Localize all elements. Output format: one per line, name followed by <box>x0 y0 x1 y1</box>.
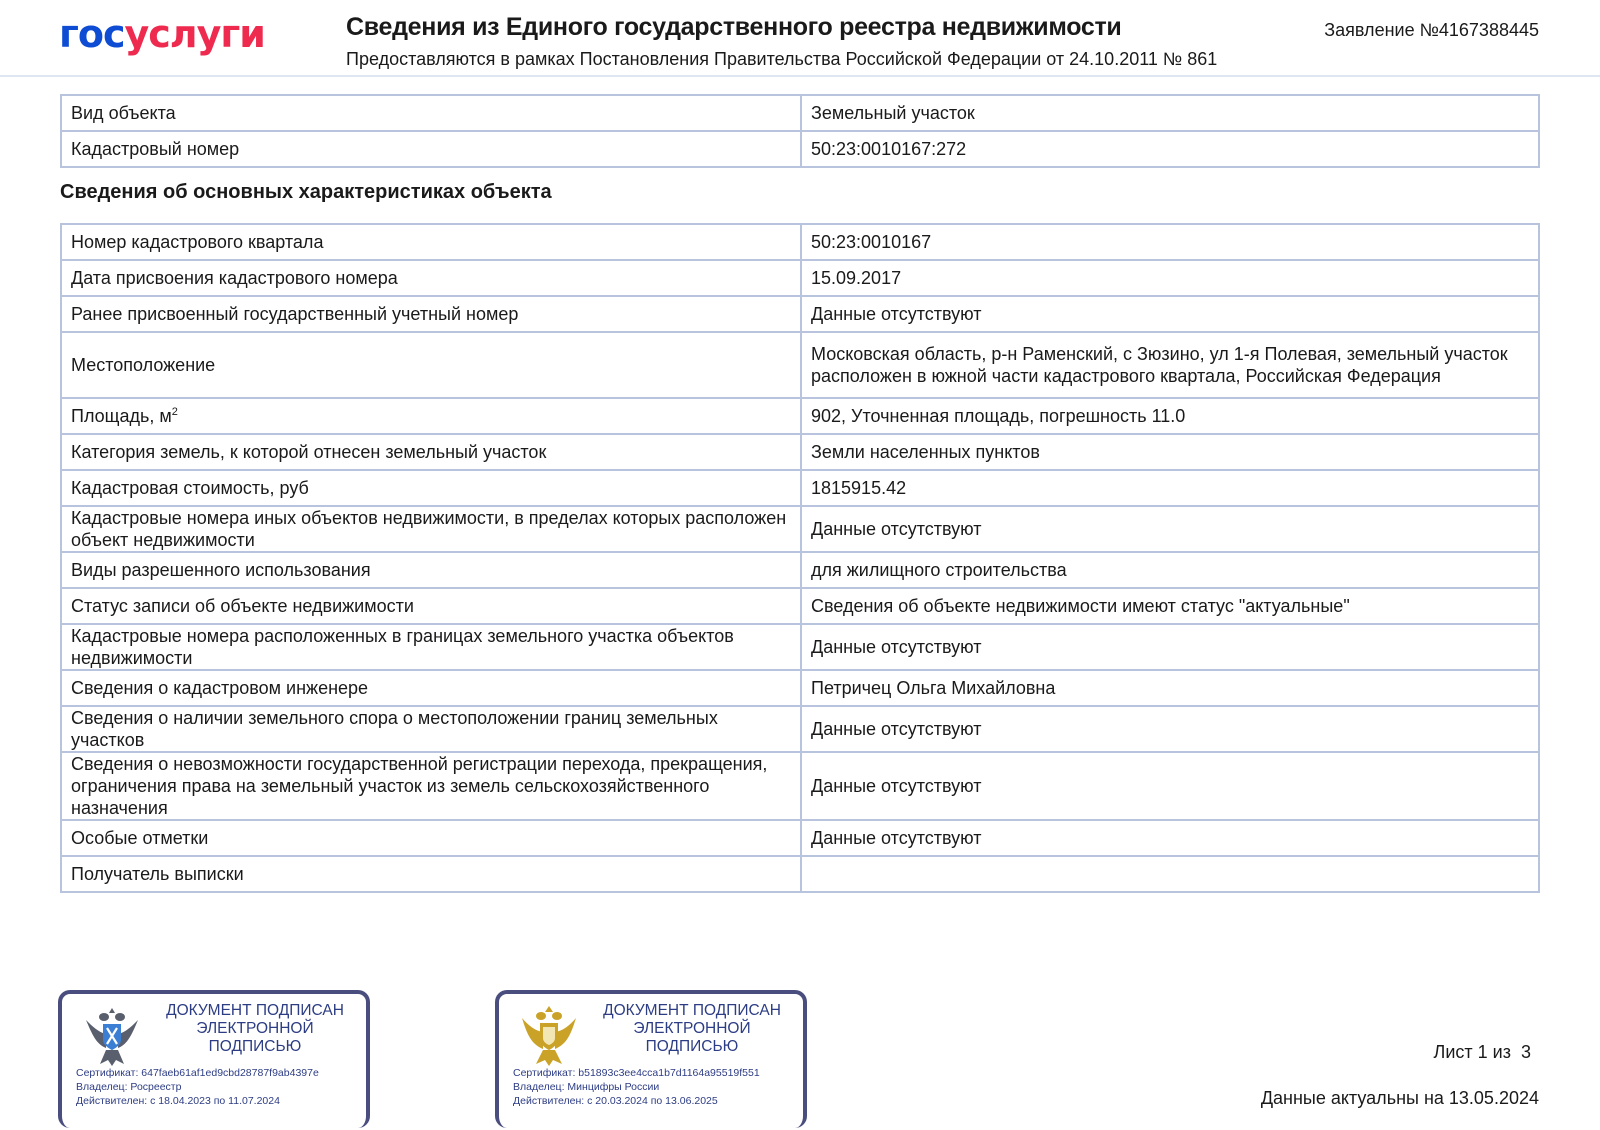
table-row <box>61 224 1539 260</box>
object-table <box>60 94 1540 168</box>
table-row <box>61 856 1539 892</box>
table-row <box>61 260 1539 296</box>
stamp-owner: Владелец: Росреестр <box>76 1081 182 1093</box>
row-value: Данные отсутствуют <box>801 752 1539 820</box>
table-row <box>61 588 1539 624</box>
stamp-certificate: Сертификат: 647faeb61af1ed9cbd28787f9ab4397e <box>76 1067 319 1079</box>
row-label <box>61 398 801 434</box>
row-value: Данные отсутствуют <box>801 820 1539 856</box>
row-value: 50:23:0010167 <box>801 224 1539 260</box>
section-title: Сведения об основных характеристиках объекта <box>60 181 552 203</box>
stamp-validity: Действителен: с 20.03.2024 по 13.06.2025 <box>513 1095 718 1107</box>
table-row <box>61 552 1539 588</box>
data-actual-date: Данные актуальны на 13.05.2024 <box>1260 1088 1539 1108</box>
logo-part-uslugi: услуги <box>124 12 265 56</box>
table-row <box>61 506 1539 552</box>
row-value: Земли населенных пунктов <box>801 434 1539 470</box>
area-unit-superscript: 2 <box>171 406 178 418</box>
row-value: Московская область, р-н Раменский, с Зюзино, ул 1-я Полевая, земельный участок расположен в южной части кадастрового квартала, Российская Федерация <box>801 332 1539 398</box>
row-value: 1815915.42 <box>801 470 1539 506</box>
row-label: Местоположение <box>61 332 801 398</box>
row-label: Сведения о кадастровом инженере <box>61 670 801 706</box>
stamp-details <box>76 1066 319 1108</box>
signature-stamp-rosreestr <box>58 990 370 1128</box>
row-label: Ранее присвоенный государственный учетный номер <box>61 296 801 332</box>
stamp-title: ДОКУМЕНТ ПОДПИСАН ЭЛЕКТРОННОЙ ПОДПИСЬЮ <box>603 1002 781 1055</box>
table-row <box>61 434 1539 470</box>
document-title: Сведения из Единого государственного реестра недвижимости <box>346 13 1122 41</box>
row-label: Кадастровый номер <box>61 131 801 167</box>
table-row <box>61 624 1539 670</box>
table-row <box>61 470 1539 506</box>
row-value: Данные отсутствуют <box>801 506 1539 552</box>
table-row <box>61 131 1539 167</box>
row-label: Кадастровые номера иных объектов недвижимости, в пределах которых расположен объект недвижимости <box>61 506 801 552</box>
application-number: Заявление №4167388445 <box>1324 20 1539 40</box>
stamp-title: ДОКУМЕНТ ПОДПИСАН ЭЛЕКТРОННОЙ ПОДПИСЬЮ <box>166 1002 344 1055</box>
document-subtitle: Предоставляются в рамках Постановления Правительства Российской Федерации от 24.10.2011 № 861 <box>346 49 1218 69</box>
row-label: Сведения о невозможности государственной регистрации перехода, прекращения, ограничения права на земельный участок из земель сельскохозяйственного назначения <box>61 752 801 820</box>
logo-part-gos: гос <box>59 12 125 56</box>
header <box>0 0 1600 77</box>
row-label: Номер кадастрового квартала <box>61 224 801 260</box>
page-counter: Лист 1 из 3 <box>1433 1042 1531 1062</box>
row-label: Категория земель, к которой отнесен земельный участок <box>61 434 801 470</box>
row-value <box>801 856 1539 892</box>
signature-stamp-mintsifry <box>495 990 807 1128</box>
row-value: Петричец Ольга Михайловна <box>801 670 1539 706</box>
rosreestr-eagle-icon <box>82 1004 142 1068</box>
row-label: Дата присвоения кадастрового номера <box>61 260 801 296</box>
area-label: Площадь, м <box>71 406 172 426</box>
characteristics-table <box>60 223 1540 893</box>
table-row <box>61 332 1539 398</box>
row-value: Данные отсутствуют <box>801 296 1539 332</box>
row-label: Вид объекта <box>61 95 801 131</box>
table-row <box>61 398 1539 434</box>
row-value: 50:23:0010167:272 <box>801 131 1539 167</box>
table-row <box>61 670 1539 706</box>
stamp-owner: Владелец: Минцифры России <box>513 1081 660 1093</box>
table-row <box>61 706 1539 752</box>
table-row <box>61 752 1539 820</box>
row-value: Данные отсутствуют <box>801 706 1539 752</box>
row-value: Данные отсутствуют <box>801 624 1539 670</box>
stamp-details <box>513 1066 760 1108</box>
gosuslugi-logo[interactable] <box>59 12 265 56</box>
row-value: 15.09.2017 <box>801 260 1539 296</box>
row-label: Сведения о наличии земельного спора о местоположении границ земельных участков <box>61 706 801 752</box>
row-label: Получатель выписки <box>61 856 801 892</box>
row-label: Виды разрешенного использования <box>61 552 801 588</box>
stamp-certificate: Сертификат: b51893c3ee4cca1b7d1164a95519f551 <box>513 1067 760 1079</box>
row-label: Особые отметки <box>61 820 801 856</box>
table-row <box>61 95 1539 131</box>
table-row <box>61 296 1539 332</box>
row-value: 902, Уточненная площадь, погрешность 11.0 <box>801 398 1539 434</box>
stamp-validity: Действителен: с 18.04.2023 по 11.07.2024 <box>76 1095 280 1107</box>
row-label: Кадастровые номера расположенных в границах земельного участка объектов недвижимости <box>61 624 801 670</box>
row-label: Кадастровая стоимость, руб <box>61 470 801 506</box>
row-value: Сведения об объекте недвижимости имеют статус "актуальные" <box>801 588 1539 624</box>
table-row <box>61 820 1539 856</box>
row-value: для жилищного строительства <box>801 552 1539 588</box>
russia-gold-eagle-icon <box>519 1004 579 1068</box>
row-label: Статус записи об объекте недвижимости <box>61 588 801 624</box>
row-value: Земельный участок <box>801 95 1539 131</box>
